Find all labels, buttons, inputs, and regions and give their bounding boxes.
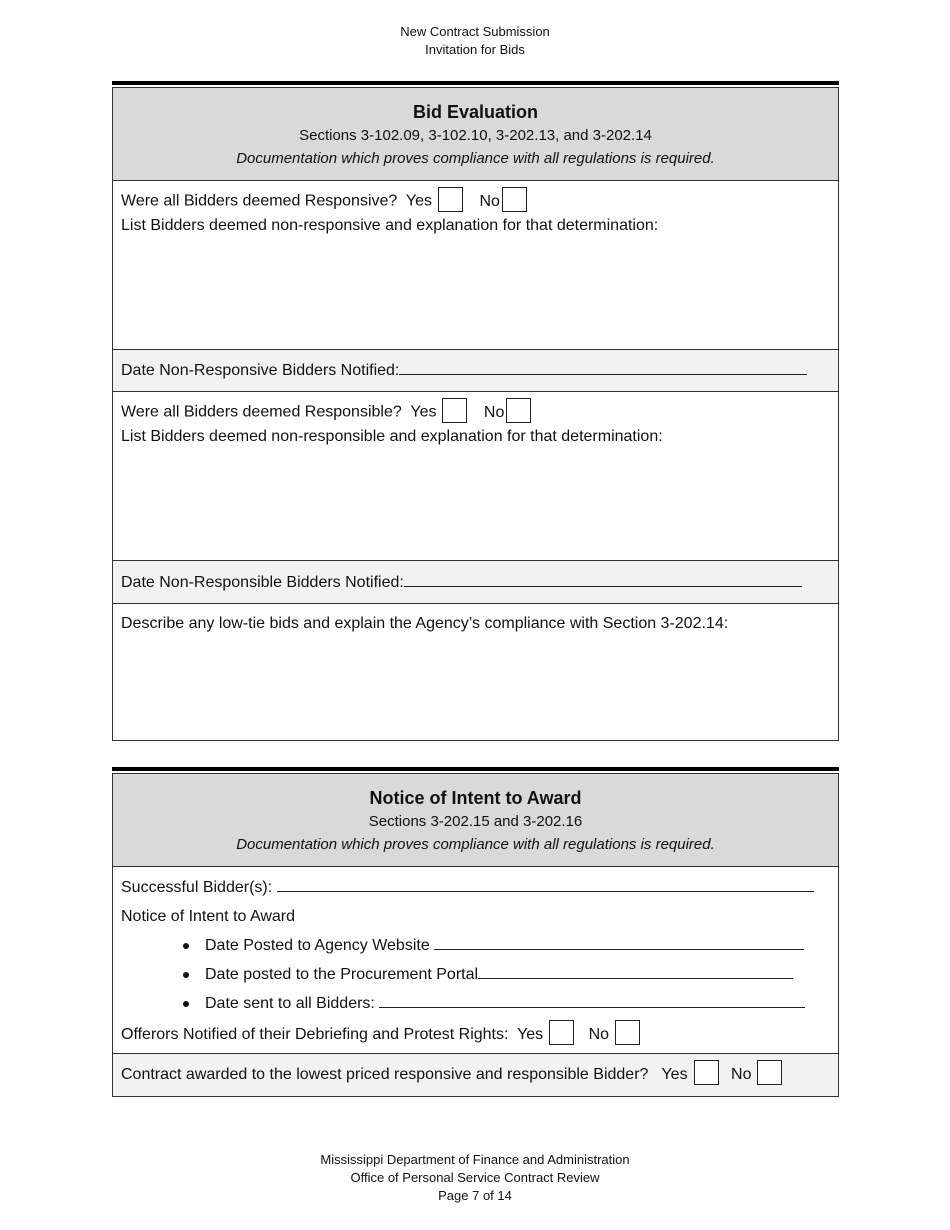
date-nonresponsible-label: Date Non-Responsible Bidders Notified:: [121, 574, 404, 591]
date-posted-portal-field[interactable]: [478, 977, 793, 979]
bullet-label: Date posted to the Procurement Portal: [205, 966, 479, 983]
date-posted-website-field[interactable]: [434, 948, 804, 950]
notice-of-intent-header: [113, 774, 838, 867]
contract-awarded-label: Contract awarded to the lowest priced responsive and responsible Bidder?: [121, 1066, 649, 1083]
section-subtitle: Sections 3-102.09, 3-102.10, 3-202.13, and 3-202.14: [299, 127, 652, 144]
bullet-icon: [183, 943, 189, 949]
page-header: [0, 23, 950, 59]
notice-of-intent-section: [112, 773, 839, 1097]
low-tie-label: Describe any low-tie bids and explain the Agency’s compliance with Section 3-202.14:: [121, 615, 729, 632]
page-footer: [0, 1151, 950, 1205]
bid-evaluation-section: [112, 87, 839, 741]
responsive-no-checkbox[interactable]: [502, 187, 527, 212]
yes-label: Yes: [517, 1026, 544, 1043]
no-label: No: [731, 1066, 752, 1083]
yes-label: Yes: [405, 192, 433, 210]
responsible-row: [113, 392, 838, 561]
date-nonresponsive-label: Date Non-Responsive Bidders Notified:: [121, 362, 400, 379]
date-sent-bidders-field[interactable]: [379, 1006, 805, 1008]
bullet-icon: [183, 972, 189, 978]
low-tie-row: [113, 604, 838, 741]
section-title: Notice of Intent to Award: [369, 788, 582, 808]
bid-evaluation-header: [113, 88, 838, 181]
responsible-question: Were all Bidders deemed Responsible?: [121, 403, 402, 421]
no-label: No: [588, 1026, 610, 1043]
list-nonresponsible-label: List Bidders deemed non-responsible and explanation for that determination:: [121, 428, 663, 445]
header-line1: New Contract Submission: [400, 24, 550, 39]
responsive-row: [113, 181, 838, 350]
date-nonresponsive-row: [113, 350, 838, 392]
responsible-yes-checkbox[interactable]: [442, 398, 467, 423]
offerors-yes-checkbox[interactable]: [549, 1020, 574, 1045]
date-nonresponsive-field[interactable]: [399, 373, 807, 375]
successful-bidders-field[interactable]: [277, 890, 814, 892]
contract-awarded-row: [113, 1054, 838, 1096]
section-subtitle: Sections 3-202.15 and 3-202.16: [368, 813, 583, 830]
footer-line2: Office of Personal Service Contract Review: [350, 1170, 600, 1185]
section-note: Documentation which proves compliance with all regulations is required.: [236, 836, 715, 853]
list-item: [121, 931, 830, 960]
offerors-notified-label: Offerors Notified of their Debriefing and Protest Rights:: [121, 1026, 509, 1043]
contract-no-checkbox[interactable]: [757, 1060, 782, 1085]
yes-label: Yes: [661, 1066, 688, 1083]
date-nonresponsible-row: [113, 561, 838, 604]
responsible-no-checkbox[interactable]: [506, 398, 531, 423]
notice-details-row: [113, 867, 838, 1054]
offerors-no-checkbox[interactable]: [615, 1020, 640, 1045]
bullet-label: Date sent to all Bidders:: [205, 995, 375, 1012]
header-line2: Invitation for Bids: [425, 42, 525, 57]
bullet-icon: [183, 1001, 189, 1007]
date-nonresponsible-field[interactable]: [404, 585, 802, 587]
section-title: Bid Evaluation: [412, 102, 538, 122]
no-label: No: [483, 403, 505, 421]
no-label: No: [479, 192, 500, 210]
footer-line1: Mississippi Department of Finance and Administration: [320, 1152, 630, 1167]
page-number: Page 7 of 14: [438, 1188, 512, 1203]
bullet-label: Date Posted to Agency Website: [205, 937, 430, 954]
list-item: [121, 960, 830, 989]
notice-label: Notice of Intent to Award: [121, 908, 296, 925]
list-nonresponsive-label: List Bidders deemed non-responsive and explanation for that determination:: [121, 217, 659, 234]
successful-bidders-label: Successful Bidder(s):: [121, 879, 273, 896]
section-note: Documentation which proves compliance with all regulations is required.: [236, 150, 715, 167]
responsive-question: Were all Bidders deemed Responsive?: [121, 192, 398, 210]
yes-label: Yes: [410, 403, 437, 421]
responsive-yes-checkbox[interactable]: [438, 187, 463, 212]
contract-yes-checkbox[interactable]: [694, 1060, 719, 1085]
list-item: [121, 989, 830, 1018]
